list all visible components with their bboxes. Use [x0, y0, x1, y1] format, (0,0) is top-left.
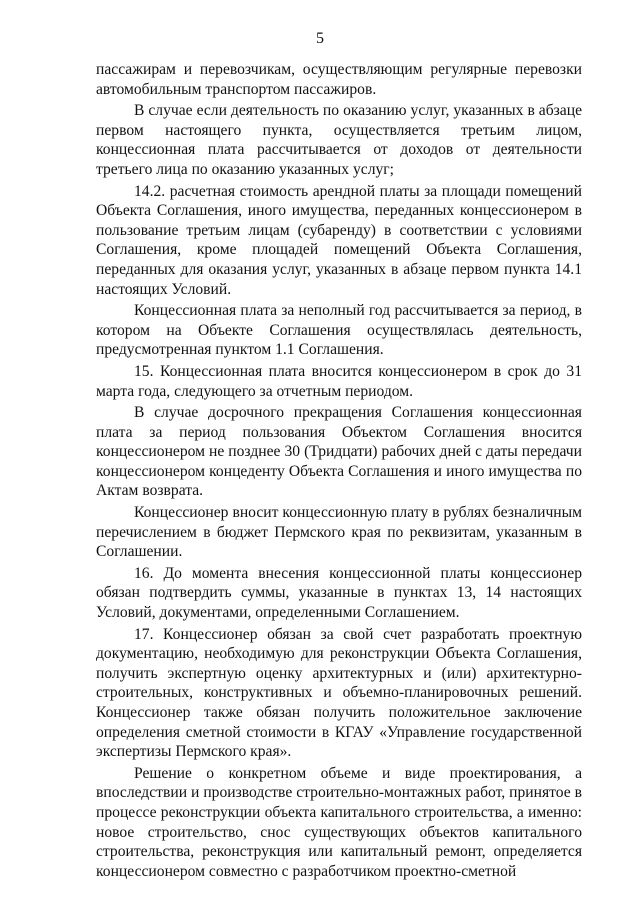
paragraph-clause-16: 16. До момента внесения концессионной платы концессионер обязан подтвердить суммы, указанные в пунктах 13, 14 настоящих Условий, документами, определенными Соглашением.: [96, 564, 582, 622]
paragraph: В случае если деятельность по оказанию услуг, указанных в абзаце первом настоящего пункта, осуществляется третьим лицом, концессионная плата рассчитывается от доходов от деятельности третьего лица по оказанию указанных услуг;: [96, 102, 582, 178]
page-number: 5: [316, 30, 324, 47]
paragraph-clause-15: 15. Концессионная плата вносится концессионером в срок до 31 марта года, следующего за отчетным периодом.: [96, 362, 582, 400]
paragraph-clause-14-2: 14.2. расчетная стоимость арендной платы за площади помещений Объекта Соглашения, иного имущества, переданных концессионером в пользование третьим лицам (субаренду) в соответствии с условиями Соглашения, кроме площадей помещений Объекта Соглашения, переданных для оказания услуг, указанных в абзаце первом пункта 14.1 настоящих Условий.: [96, 182, 582, 298]
paragraph-clause-17: 17. Концессионер обязан за свой счет разработать проектную документацию, необходимую для реконструкции Объекта Соглашения, получить экспертную оценку архитектурных и (или) архитектурно-строительных, конструктивных и объемно-планировочных решений. Концессионер также обязан получить положительное заключение определения сметной стоимости в КГАУ «Управление государственной экспертизы Пермского края».: [96, 625, 582, 761]
paragraph: Концессионная плата за неполный год рассчитывается за период, в котором на Объекте Соглашения осуществлялась деятельность, предусмотренная пунктом 1.1 Соглашения.: [96, 302, 582, 359]
document-body: [96, 60, 582, 881]
paragraph: Решение о конкретном объеме и виде проектирования, а впоследствии и производстве строительно-монтажных работ, принятое в процессе реконструкции объекта капитального строительства, а именно: новое строительство, снос существующих объектов капитального строительства, реконструкция или капитальный ремонт, определяется концессионером совместно с разработчиком проектно-сметной: [96, 764, 582, 880]
paragraph: В случае досрочного прекращения Соглашения концессионная плата за период пользования Объектом Соглашения вносится концессионером не позднее 30 (Тридцати) рабочих дней с даты передачи концессионером концеденту Объекта Соглашения и иного имущества по Актам возврата.: [96, 404, 582, 500]
paragraph: Концессионер вносит концессионную плату в рублях безналичным перечислением в бюджет Пермского края по реквизитам, указанным в Соглашении.: [96, 504, 582, 561]
paragraph-continuation: пассажирам и перевозчикам, осуществляющим регулярные перевозки автомобильным транспортом пассажиров.: [96, 61, 582, 98]
